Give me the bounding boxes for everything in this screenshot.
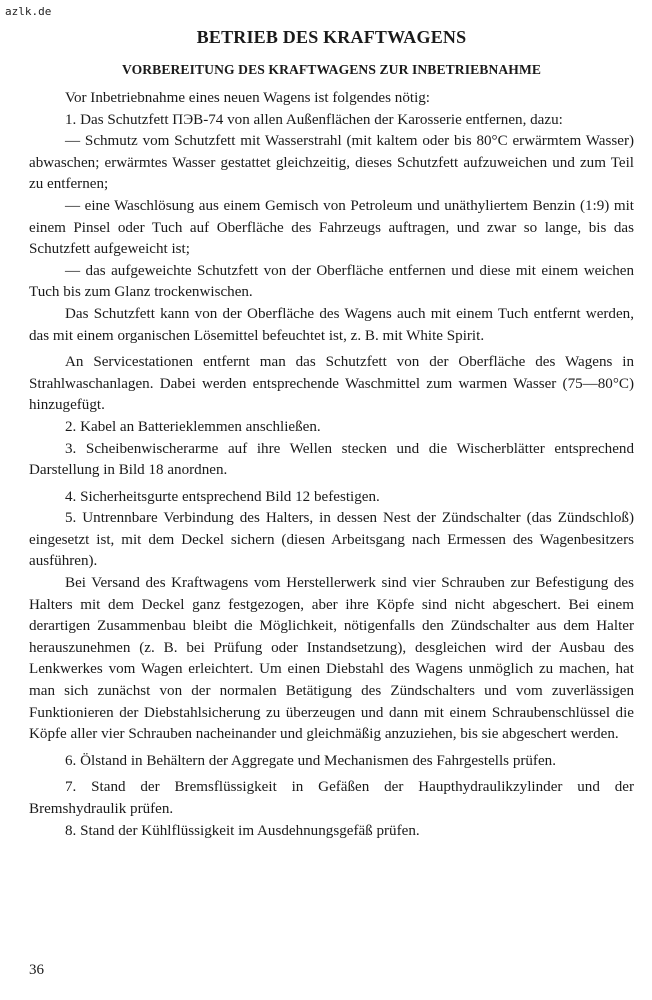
step-3: 3. Scheibenwischerarme auf ihre Wellen stecken und die Wischerblätter entsprechend Darstellung in Bild 18 anordnen.: [29, 440, 634, 479]
body-text: [29, 88, 634, 842]
step-7: 7. Stand der Bremsflüssigkeit in Gefäßen der Haupthydraulikzylinder und der Bremshydraulik prüfen.: [29, 779, 634, 817]
document-page: [29, 26, 634, 842]
paragraph-shipping: Bei Versand des Kraftwagens vom Herstellerwerk sind vier Schrauben zur Befestigung des Halters mit dem Deckel ganz festgezogen, aber ihre Köpfe sind nicht abgeschert. Bei einem derartigen Zusammenbau bleibt die Möglichkeit, nötigenfalls den Zündschalter aus dem Halter herauszunehmen (z. B. bei Prüfung oder Instandsetzung), desgleichen wird der Ausbau des Lenkwerkes vom Wagen erleichtert. Um einen Diebstahl des Wagens unmöglich zu machen, hat man sich zunächst von der normalen Betätigung des Zündschalters und vom zuverlässigen Funktionieren der Diebstahlsicherung zu überzeugen und dann mit einem Schraubenschlüssel die Köpfe aller vier Schrauben nacheinander und gleichmäßig anzuziehen, bis sie abgeschert werden.: [29, 575, 634, 743]
section-subtitle: VORBEREITUNG DES KRAFTWAGENS ZUR INBETRIEBNAHME: [121, 62, 542, 77]
paragraph-intro: Vor Inbetriebnahme eines neuen Wagens ist folgendes nötig:: [65, 90, 430, 106]
step-1-dash-1: — Schmutz vom Schutzfett mit Wasserstrahl (mit kaltem oder bis 80°C erwärmtem Wasser) abwaschen; erwärmtes Wasser gestattet gleichzeitig, dieses Schutzfett aufzuweichen und zum Teil zu entfernen;: [29, 133, 634, 193]
step-1-dash-2: — eine Waschlösung aus einem Gemisch von Petroleum und unäthyliertem Benzin (1:9) mit einem Pinsel oder Tuch auf Oberfläche des Fahrzeugs auftragen, und zwar so lange, bis das Schutzfett aufgeweicht ist;: [29, 197, 634, 258]
page-title: BETRIEB DES KRAFTWAGENS: [196, 27, 467, 47]
step-2: 2. Kabel an Batterieklemmen anschließen.: [65, 418, 321, 435]
step-1-dash-3: — das aufgeweichte Schutzfett von der Oberfläche entfernen und diese mit einem weichen Tuch bis zum Glanz trockenwischen.: [29, 262, 634, 301]
step-8: 8. Stand der Kühlflüssigkeit im Ausdehnungsgefäß prüfen.: [65, 822, 420, 839]
step-4: 4. Sicherheitsgurte entsprechend Bild 12 befestigen.: [65, 488, 380, 505]
site-watermark: azlk.de: [5, 5, 52, 18]
step-1: 1. Das Schutzfett ПЭВ-74 von allen Außenflächen der Karosserie entfernen, dazu:: [65, 111, 563, 128]
step-5: 5. Untrennbare Verbindung des Halters, in dessen Nest der Zündschalter (das Zündschloß) eingesetzt ist, mit dem Deckel sichern (diesen Arbeitsgang nach Ermessen des Wagenbesitzers ausführen).: [29, 510, 634, 570]
step-6: 6. Ölstand in Behältern der Aggregate und Mechanismen des Fahrgestells prüfen.: [65, 752, 556, 769]
paragraph-alt-cleaning: Das Schutzfett kann von der Oberfläche des Wagens auch mit einem Tuch entfernt werden, das mit einem organischen Lösemittel befeuchtet ist, z. B. mit White Spirit.: [29, 305, 634, 344]
page-number: 36: [29, 962, 44, 978]
paragraph-service-stations: An Servicestationen entfernt man das Schutzfett von der Oberfläche des Wagens in Strahlwaschanlagen. Dabei werden entsprechende Waschmittel zum warmen Wasser (75—80°C) hinzugefügt.: [29, 354, 634, 414]
